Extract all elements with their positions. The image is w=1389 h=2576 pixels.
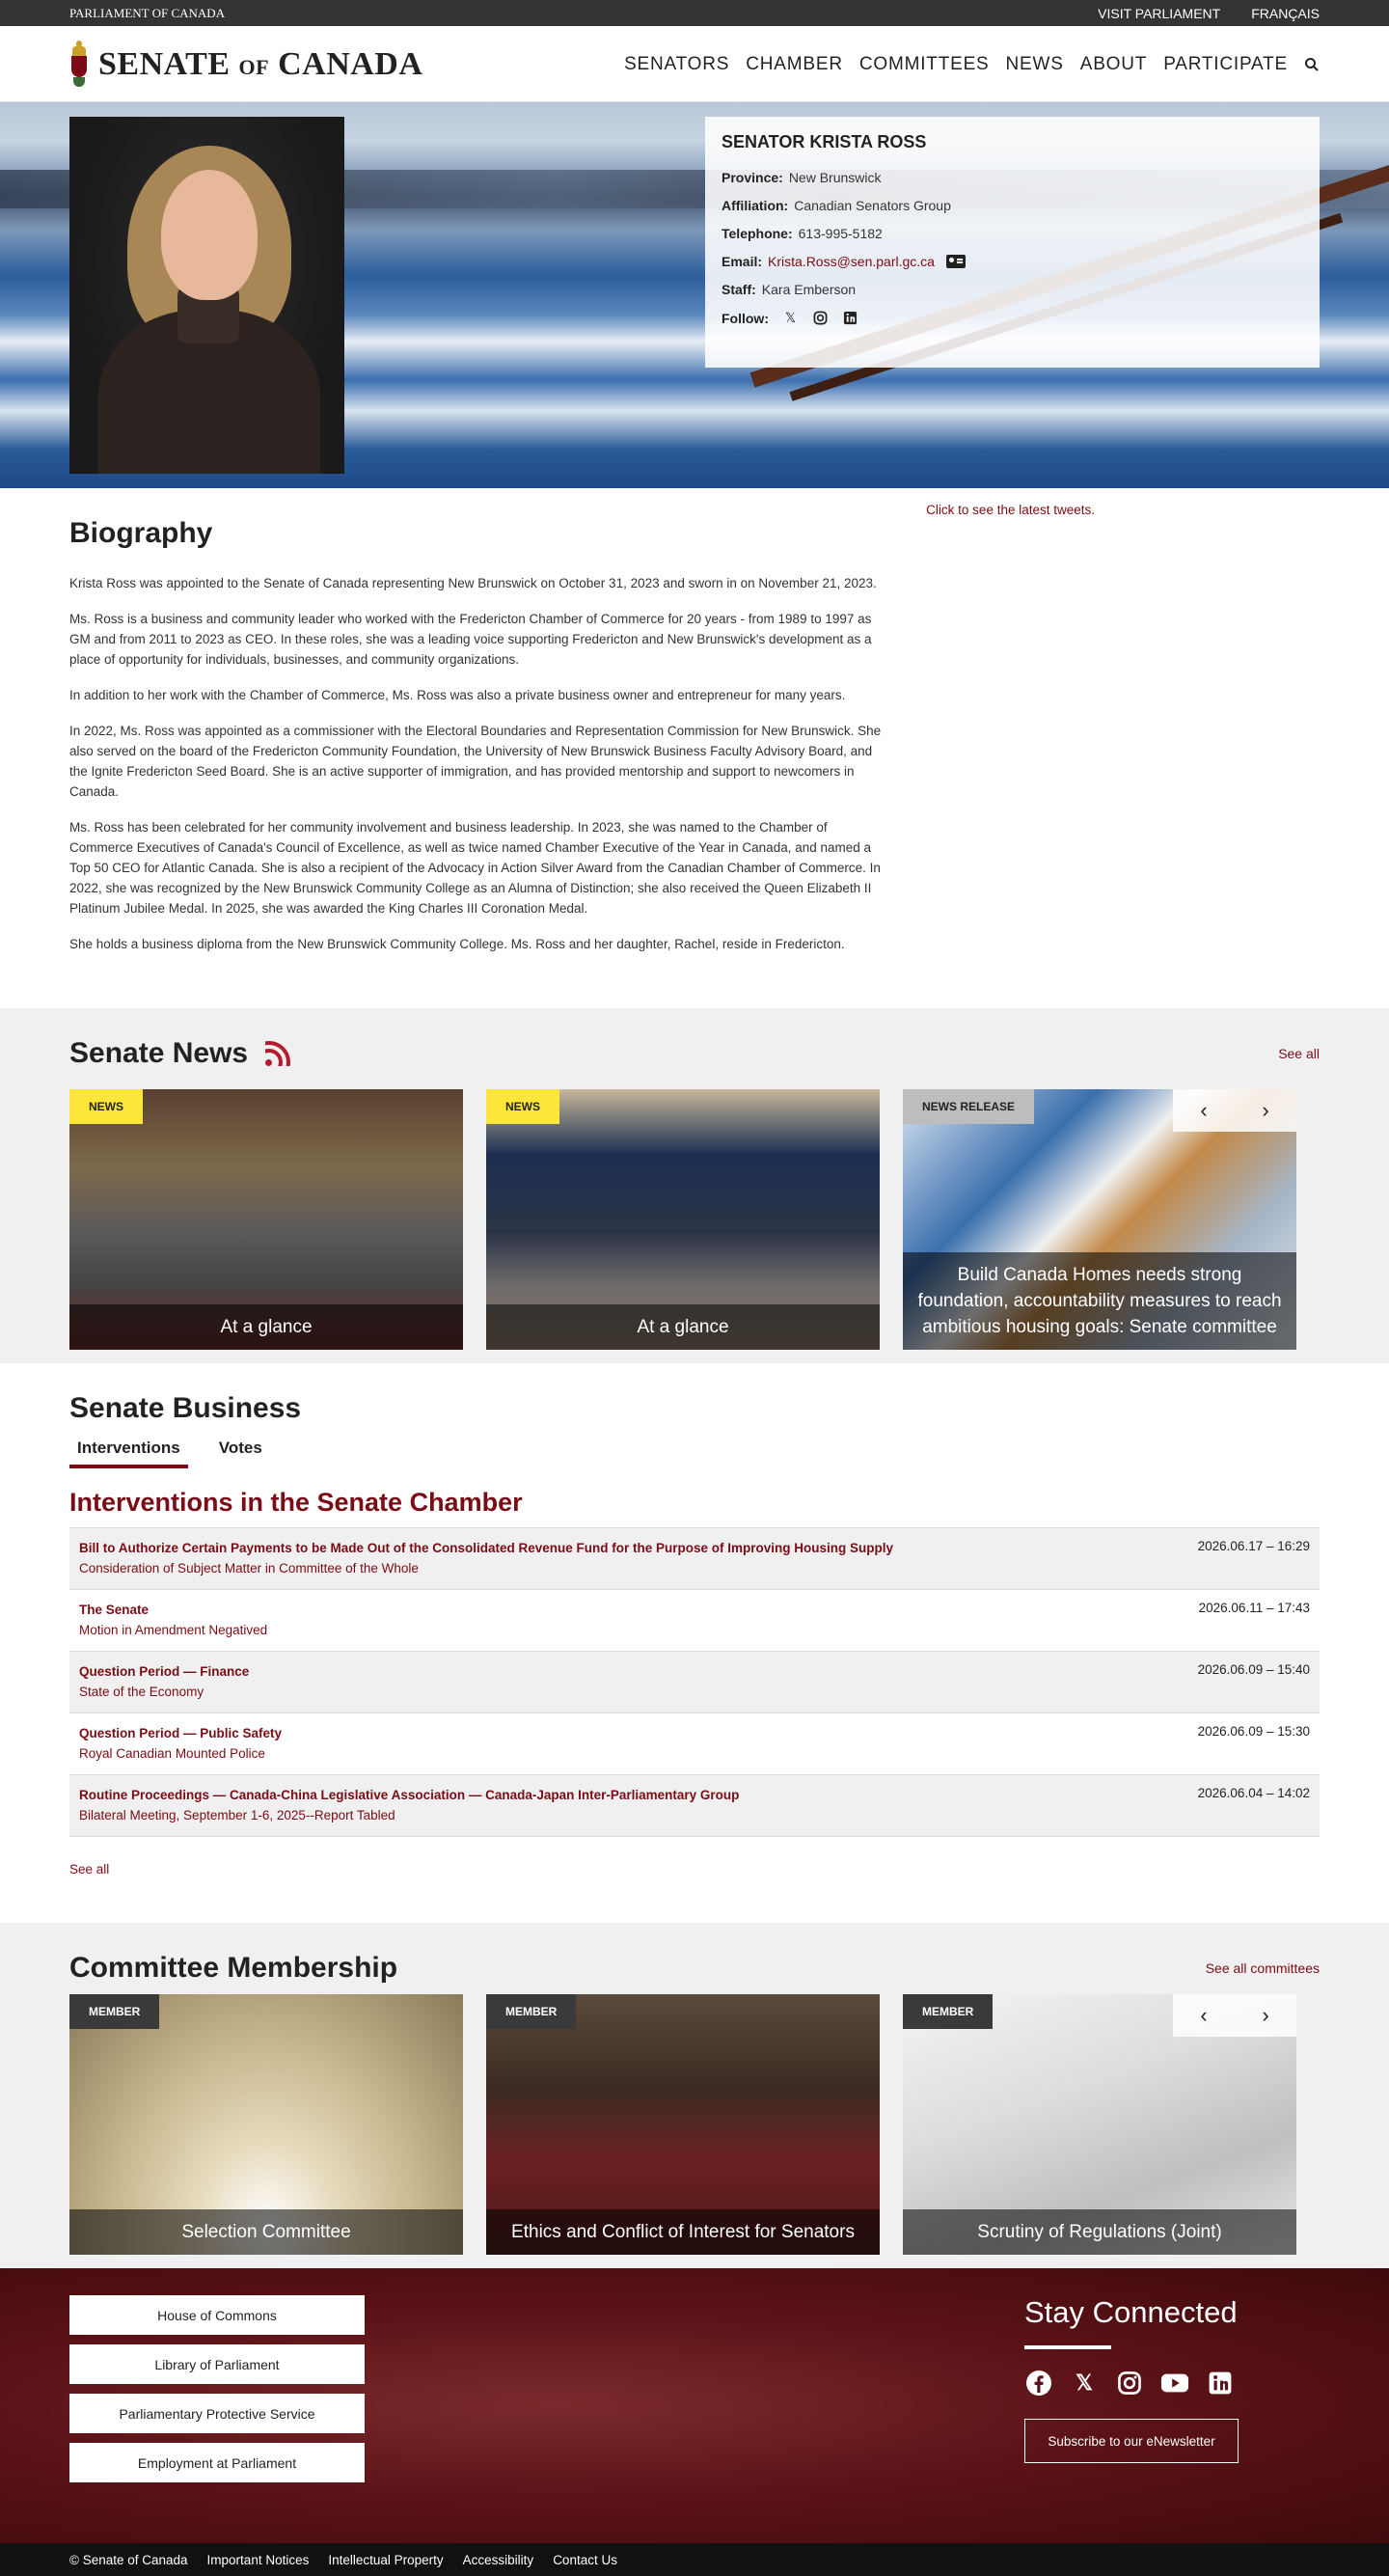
committee-card[interactable]: [903, 1994, 1296, 2255]
bio-paragraph: She holds a business diploma from the New Brunswick Community College. Ms. Ross and her daughter, Rachel, reside in Fredericton.: [69, 937, 845, 951]
table-row: [69, 1775, 1320, 1837]
table-row: [69, 1590, 1320, 1652]
news-badge: NEWS: [69, 1089, 143, 1124]
visit-parliament-link[interactable]: VISIT PARLIAMENT: [1098, 5, 1221, 21]
bio-paragraph: Ms. Ross has been celebrated for her community involvement and business leadership. In 2023, she was named to the Chamber of Commerce Executives of Canada's Council of Excellence, as well as twice named Chamber Executive of the Year in Canada, and named a Top 50 CEO for Atlantic Canada. She is also a recipient of the Advocacy in Action Silver Award from the Canadian Chamber of Commerce. In 2022, she was recognized by the New Brunswick Community College as an Alumna of Distinction; she also received the Queen Elizabeth II Platinum Jubilee Medal. In 2025, she was awarded the King Charles III Coronation Medal.: [69, 820, 881, 916]
bio-paragraph: Krista Ross was appointed to the Senate of Canada representing New Brunswick on October 31, 2023 and sworn in on November 21, 2023.: [69, 576, 877, 590]
contact-us-link[interactable]: Contact Us: [553, 2552, 617, 2567]
bio-paragraph: In 2022, Ms. Ross was appointed as a commissioner with the Electoral Boundaries and Representation Commission for New Brunswick. She also served on the board of the Fredericton Community Foundation, the University of New Brunswick Business Faculty Advisory Board, and the Ignite Fredericton Seed Board. She is an active supporter of immigration, and has provided mentorship and support to newcomers in Canada.: [69, 724, 882, 799]
senate-logo[interactable]: [69, 41, 422, 89]
intervention-subject-link[interactable]: Royal Canadian Mounted Police: [79, 1746, 265, 1761]
x-icon[interactable]: 𝕏: [1076, 2370, 1093, 2395]
member-badge: MEMBER: [69, 1994, 159, 2029]
intervention-title-link[interactable]: Routine Proceedings — Canada-China Legislative Association — Canada-Japan Inter-Parliamentary Group: [79, 1788, 740, 1802]
follow-row: Follow: 𝕏: [722, 310, 1303, 326]
committee-card[interactable]: [486, 1994, 880, 2255]
committee-card[interactable]: [69, 1994, 463, 2255]
parliament-topbar: [0, 0, 1389, 26]
intervention-date: 2026.06.09 – 15:30: [1197, 1724, 1310, 1739]
house-of-commons-link[interactable]: House of Commons: [69, 2295, 365, 2335]
intervention-subject-link[interactable]: State of the Economy: [79, 1685, 204, 1699]
accessibility-link[interactable]: Accessibility: [462, 2552, 534, 2567]
chevron-left-icon[interactable]: ‹: [1200, 1098, 1208, 1122]
stay-connected: [1024, 2295, 1320, 2482]
interventions-see-all[interactable]: See all: [69, 1862, 110, 1877]
footer-links: [69, 2295, 365, 2482]
bio-paragraph: Ms. Ross is a business and community leader who worked with the Fredericton Chamber of Commerce for 20 years - from 1989 to 1997 as GM and from 2011 to 2023 as CEO. In these roles, she was a leading voice supporting Fredericton and New Brunswick's development as a place of opportunity for individuals, businesses, and community organizations.: [69, 612, 872, 667]
interventions-table: [69, 1527, 1320, 1837]
senator-hero: [0, 102, 1389, 488]
instagram-icon[interactable]: [812, 310, 829, 326]
news-caption: At a glance: [69, 1304, 463, 1350]
intervention-subject-link[interactable]: Consideration of Subject Matter in Committee of the Whole: [79, 1561, 419, 1576]
site-header: [0, 26, 1389, 102]
news-carousel-controls: [1173, 1089, 1296, 1132]
committee-caption: Selection Committee: [69, 2209, 463, 2255]
stay-connected-title: Stay Connected: [1024, 2295, 1111, 2349]
intervention-date: 2026.06.09 – 15:40: [1197, 1662, 1310, 1677]
news-card[interactable]: [486, 1089, 880, 1350]
bottom-bar: [0, 2543, 1389, 2576]
youtube-icon[interactable]: [1160, 2369, 1189, 2398]
committee-membership-section: [0, 1923, 1389, 2268]
news-card[interactable]: [903, 1089, 1296, 1350]
library-of-parliament-link[interactable]: Library of Parliament: [69, 2344, 365, 2384]
news-badge: NEWS RELEASE: [903, 1089, 1034, 1124]
news-card[interactable]: [69, 1089, 463, 1350]
news-heading: Senate News: [69, 1037, 290, 1070]
news-caption: At a glance: [486, 1304, 880, 1350]
rss-icon[interactable]: [265, 1041, 290, 1066]
crest-icon: [69, 41, 89, 89]
intervention-subject-link[interactable]: Motion in Amendment Negatived: [79, 1623, 268, 1637]
copyright: © Senate of Canada: [69, 2552, 188, 2567]
nav-chamber[interactable]: CHAMBER: [746, 53, 843, 74]
search-icon[interactable]: [1304, 57, 1320, 72]
intervention-date: 2026.06.17 – 16:29: [1197, 1539, 1310, 1553]
staff-row: Staff: Kara Emberson: [722, 282, 857, 297]
vcard-icon[interactable]: [946, 255, 966, 268]
nav-committees[interactable]: COMMITTEES: [858, 53, 990, 74]
nav-about[interactable]: ABOUT: [1079, 53, 1148, 74]
committee-heading: Committee Membership: [69, 1952, 398, 1984]
site-footer: [0, 2268, 1389, 2543]
intervention-subject-link[interactable]: Bilateral Meeting, September 1-6, 2025--Report Tabled: [79, 1808, 395, 1822]
committee-caption: Scrutiny of Regulations (Joint): [903, 2209, 1296, 2255]
main-nav: [624, 54, 1320, 75]
see-all-committees-link[interactable]: See all committees: [1205, 1960, 1320, 1976]
chevron-right-icon[interactable]: ›: [1262, 1098, 1269, 1122]
intervention-date: 2026.06.11 – 17:43: [1198, 1601, 1310, 1615]
committee-caption: Ethics and Conflict of Interest for Senators: [486, 2209, 880, 2255]
biography-section: [0, 488, 1389, 1008]
senator-portrait: [69, 117, 344, 474]
intervention-title-link[interactable]: Question Period — Finance: [79, 1664, 250, 1679]
bio-paragraph: In addition to her work with the Chamber of Commerce, Ms. Ross was also a private business owner and entrepreneur for many years.: [69, 688, 846, 702]
tab-votes[interactable]: Votes: [218, 1439, 262, 1457]
table-row: [69, 1713, 1320, 1775]
protective-service-link[interactable]: Parliamentary Protective Service: [69, 2394, 365, 2433]
telephone-row: Telephone: 613-995-5182: [722, 226, 883, 241]
facebook-icon[interactable]: [1024, 2369, 1053, 2398]
business-heading: Senate Business: [69, 1392, 302, 1424]
nav-senators[interactable]: SENATORS: [624, 53, 730, 74]
biography-title: Biography: [69, 517, 213, 549]
affiliation-row: Affiliation: Canadian Senators Group: [722, 198, 951, 213]
business-tabs: [69, 1439, 1320, 1468]
logo-text: SENATE OF CANADA: [98, 45, 423, 82]
latest-tweets-link[interactable]: Click to see the latest tweets.: [926, 503, 1095, 517]
language-toggle[interactable]: FRANÇAIS: [1251, 5, 1320, 21]
employment-link[interactable]: Employment at Parliament: [69, 2443, 365, 2482]
intervention-title-link[interactable]: Bill to Authorize Certain Payments to be Made Out of the Consolidated Revenue Fund for the Purpose of Improving Housing Supply: [79, 1541, 894, 1555]
linkedin-icon[interactable]: [1206, 2369, 1235, 2398]
instagram-icon[interactable]: [1115, 2369, 1144, 2398]
intellectual-property-link[interactable]: Intellectual Property: [328, 2552, 444, 2567]
email-link[interactable]: Krista.Ross@sen.parl.gc.ca: [768, 254, 935, 269]
member-badge: MEMBER: [486, 1994, 576, 2029]
parliament-brand[interactable]: PARLIAMENT OF CANADA: [69, 5, 226, 20]
important-notices-link[interactable]: Important Notices: [206, 2552, 310, 2567]
news-badge: NEWS: [486, 1089, 559, 1124]
senate-business-section: [0, 1363, 1389, 1923]
x-icon[interactable]: 𝕏: [784, 310, 797, 325]
email-row: Email: Krista.Ross@sen.parl.gc.ca: [722, 254, 1303, 269]
intervention-title-link[interactable]: Question Period — Public Safety: [79, 1726, 283, 1740]
subscribe-newsletter-button[interactable]: Subscribe to our eNewsletter: [1024, 2419, 1239, 2463]
province-row: Province: New Brunswick: [722, 170, 882, 185]
senator-info-card: [705, 117, 1320, 368]
intervention-date: 2026.06.04 – 14:02: [1197, 1786, 1310, 1800]
news-caption: Build Canada Homes needs strong foundation, accountability measures to reach ambitious housing goals: Senate committee: [903, 1252, 1296, 1350]
linkedin-icon[interactable]: [842, 310, 858, 326]
senator-name: SENATOR KRISTA ROSS: [722, 132, 927, 151]
committee-carousel-controls: [1173, 1994, 1296, 2037]
table-row: [69, 1652, 1320, 1713]
intervention-title-link[interactable]: The Senate: [79, 1603, 150, 1617]
interventions-heading: Interventions in the Senate Chamber: [69, 1488, 523, 1517]
senate-news-section: [0, 1008, 1389, 1363]
nav-participate[interactable]: PARTICIPATE: [1163, 53, 1288, 74]
chevron-left-icon[interactable]: ‹: [1200, 2003, 1208, 2027]
news-see-all[interactable]: See all: [1278, 1046, 1320, 1061]
table-row: [69, 1528, 1320, 1590]
tab-interventions[interactable]: Interventions: [69, 1439, 188, 1468]
member-badge: MEMBER: [903, 1994, 993, 2029]
chevron-right-icon[interactable]: ›: [1262, 2003, 1269, 2027]
nav-news[interactable]: NEWS: [1005, 53, 1064, 74]
